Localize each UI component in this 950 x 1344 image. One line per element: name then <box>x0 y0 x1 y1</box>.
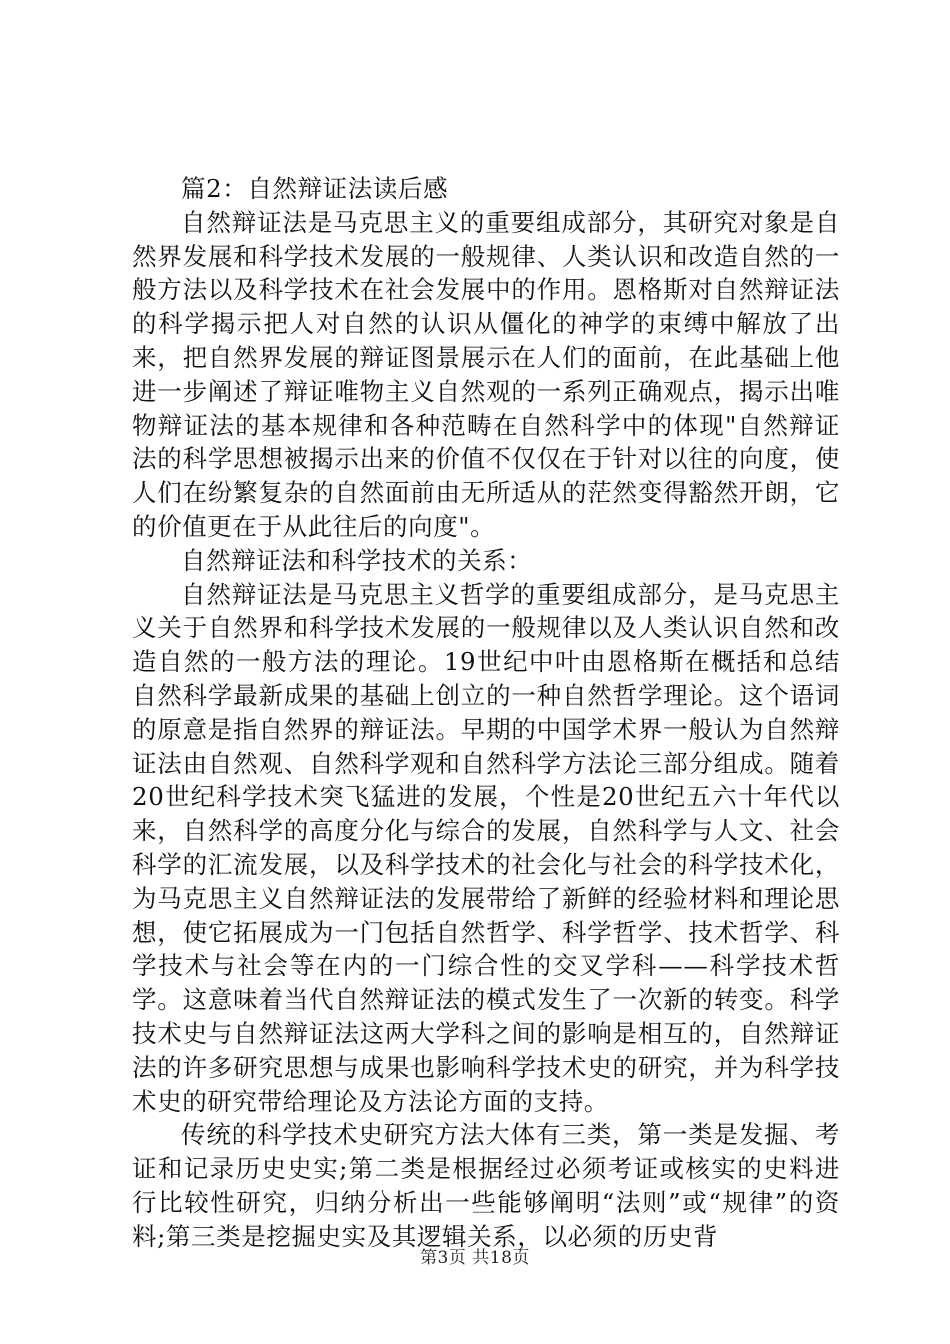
subheading: 自然辩证法和科学技术的关系： <box>181 545 533 575</box>
document-body <box>132 172 840 1254</box>
paragraph: 自然辩证法是马克思主义哲学的重要组成部分，是马克思主义关于自然界和科学技术发展的一般规律以及人类认识自然和改造自然的一般方法的理论。19世纪中叶由恩格斯在概括和总结自然科学最新成果的基础上创立的一种自然哲学理论。这个语词的原意是指自然界的辩证法。早期的中国学术界一般认为自然辩证法由自然观、自然科学观和自然科学方法论三部分组成。随着20世纪科学技术突飞猛进的发展，个性是20世纪五六十年代以来，自然科学的高度分化与综合的发展，自然科学与人文、社会科学的汇流发展，以及科学技术的社会化与社会的科学技术化，为马克思主义自然辩证法的发展带给了新鲜的经验材料和理论思想，使它拓展成为一门包括自然哲学、科学哲学、技术哲学、科学技术与社会等在内的一门综合性的交叉学科——科学技术哲学。这意味着当代自然辩证法的模式发生了一次新的转变。科学技术史与自然辩证法这两大学科之间的影响是相互的，自然辩证法的许多研究思想与成果也影响科学技术史的研究，并为科学技术史的研究带给理论及方法论方面的支持。 <box>132 579 840 1116</box>
paragraph: 自然辩证法是马克思主义的重要组成部分，其研究对象是自然界发展和科学技术发展的一般规律、人类认识和改造自然的一般方法以及科学技术在社会发展中的作用。恩格斯对自然辩证法的科学揭示把人对自然的认识从僵化的神学的束缚中解放了出来，把自然界发展的辩证图景展示在人们的面前，在此基础上他进一步阐述了辩证唯物主义自然观的一系列正确观点，揭示出唯物辩证法的基本规律和各种范畴在自然科学中的体现"自然辩证法的科学思想被揭示出来的价值不仅仅在于针对以往的向度，使人们在纷繁复杂的自然面前由无所适从的茫然变得豁然开朗，它的价值更在于从此往后的向度"。 <box>132 207 840 541</box>
section-heading: 篇2：自然辩证法读后感 <box>181 174 449 203</box>
paragraph: 传统的科学技术史研究方法大体有三类，第一类是发掘、考证和记录历史史实;第二类是根据经过必须考证或核实的史料进行比较性研究，归纳分析出一些能够阐明“法则”或“规律”的资料;第三类是挖掘史实及其逻辑关系，以必须的历史背 <box>132 1120 840 1251</box>
page-number-footer: 第3页 共18页 <box>420 1248 530 1268</box>
